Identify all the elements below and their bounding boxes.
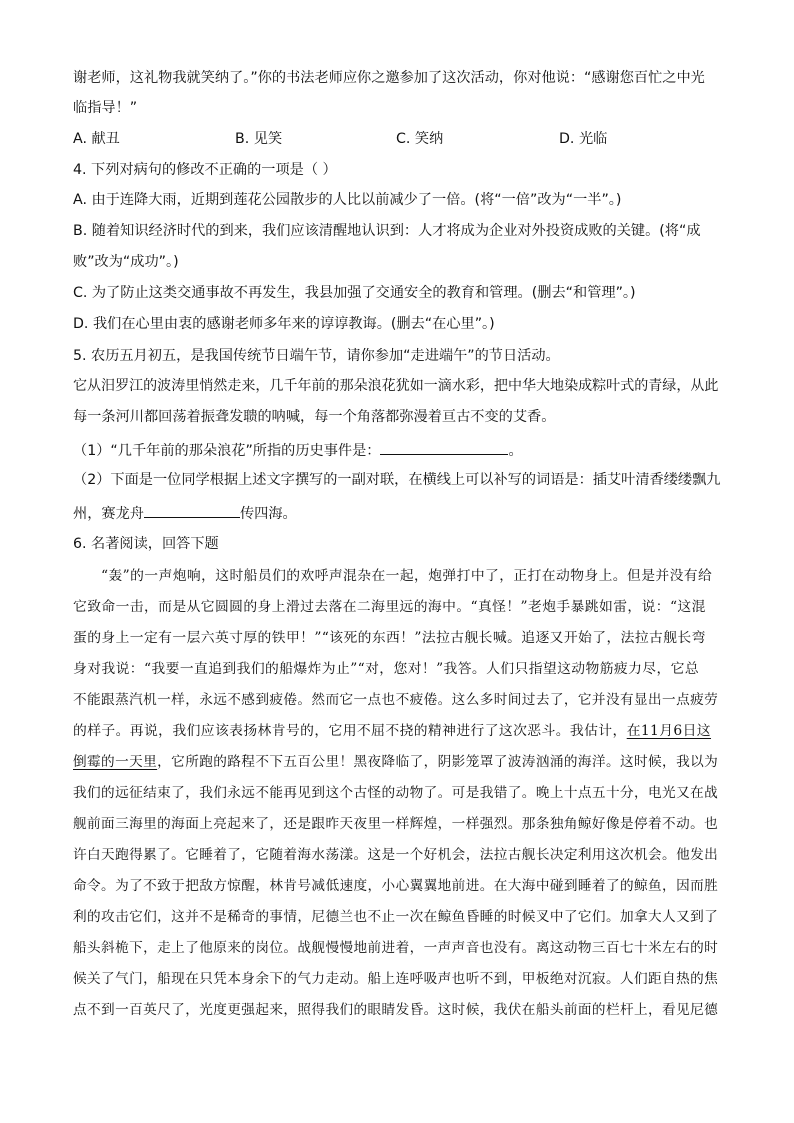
- passage-line: 我们的远征结束了，我们永远不能再见到这个古怪的动物了。可是我错了。晚上十点五十分，电光又在战: [73, 785, 719, 801]
- passage-line: 不能跟蒸汽机一样，永远不感到疲倦。然而它一点也不疲倦。这么多时间过去了，它并没有显出一点疲劳: [73, 692, 719, 708]
- q5-sub2-answer-blank[interactable]: [144, 502, 240, 518]
- passage-line: 舰前面三海里的海面上亮起来了，还是跟昨天夜里一样辉煌，一样强烈。那条独角鲸好像是停着不动。也: [73, 816, 719, 832]
- q4-option-a[interactable]: A. 由于连降大雨，近期到莲花公园散步的人比以前减少了一倍。(将“一倍”改为“一半”。): [73, 192, 622, 208]
- underlined-date-phrase: 在11月6日这: [626, 723, 712, 739]
- passage-line: 船头斜桅下，走上了他原来的岗位。战舰慢慢地前进着，一声声音也没有。离这动物三百七十米左右的时: [73, 940, 719, 956]
- passage-line: 身对我说：“我要一直追到我们的船爆炸为止”“对，您对！”我答。人们只指望这动物筋疲力尽，它总: [73, 661, 700, 677]
- passage-line: 蛋的身上一定有一层六英寸厚的铁甲！”“该死的东西！”法拉古舰长喊。追逐又开始了，法拉古舰长弯: [73, 630, 706, 646]
- passage-line: 候关了气门，船现在只凭本身余下的气力走动。船上连呼吸声也听不到，甲板绝对沉寂。人们距自热的焦: [73, 971, 719, 987]
- q3-option-c[interactable]: C. 笑纳: [396, 131, 444, 147]
- q5-sub2-prompt: 州，赛龙舟: [73, 506, 144, 522]
- q3-option-d[interactable]: D. 光临: [559, 131, 608, 147]
- q5-sub1-answer-blank[interactable]: [380, 439, 508, 455]
- q4-option-d[interactable]: D. 我们在心里由衷的感谢老师多年来的谆谆教诲。(删去“在心里”。): [73, 316, 495, 332]
- underlined-date-phrase-cont: 倒霉的一天里: [73, 754, 158, 770]
- q3-stem-line-2: 临指导！”: [73, 100, 138, 116]
- passage-line: 许白天跑得累了。它睡着了，它随着海水荡漾。这是一个好机会，法拉古舰长决定利用这次机会。他发出: [73, 847, 719, 863]
- q3-option-b[interactable]: B. 见笑: [235, 131, 283, 147]
- passage-line: 命令。为了不致于把敌方惊醒，林肯号减低速度，小心翼翼地前进。在大海中碰到睡着了的鲸鱼，因而胜: [73, 878, 719, 894]
- passage-line: 它致命一击，而是从它圆圆的身上滑过去落在二海里远的海中。“真怪！”老炮手暴跳如雷，说：“这混: [73, 599, 706, 615]
- q3-option-a[interactable]: A. 献丑: [73, 131, 120, 147]
- q4-stem: 4. 下列对病句的修改不正确的一项是（ ）: [73, 162, 337, 178]
- q5-sub2-end: 传四海。: [239, 506, 297, 522]
- passage-text: ，它所跑的路程不下五百公里！黑夜降临了，阴影笼罩了波涛汹涌的海洋。这时候，我以为: [157, 754, 719, 770]
- q5-text-line-2: 每一条河川都回荡着振聋发聩的呐喊，每一个角落都弥漫着亘古不变的艾香。: [73, 409, 556, 425]
- q5-sub1-prompt: （1）“几千年前的那朵浪花”所指的历史事件是：: [73, 443, 381, 459]
- q5-sub2-line-1: （2）下面是一位同学根据上述文字撰写的一副对联，在横线上可以补写的词语是：插艾叶清香缕缕飘九: [73, 472, 721, 488]
- q5-sub1-end: 。: [508, 443, 523, 459]
- q5-stem: 5. 农历五月初五，是我国传统节日端午节，请你参加“走进端午”的节日活动。: [73, 348, 560, 364]
- passage-line: [73, 721, 711, 741]
- q3-stem-line-1: 谢老师，这礼物我就笑纳了。”你的书法老师应你之邀参加了这次活动，你对他说：“感谢您百忙之中光: [73, 70, 705, 86]
- passage-line: 利的攻击它们，这并不是稀奇的事情，尼德兰也不止一次在鲸鱼昏睡的时候叉中了它们。加拿大人又到了: [73, 909, 719, 925]
- q4-option-b-line-2[interactable]: 败”改为“成功”。): [73, 254, 179, 270]
- q3-options: [73, 128, 733, 150]
- passage-text: 的样子。再说，我们应该表扬林肯号的，它用不屈不挠的精神进行了这次恶斗。我估计，: [73, 723, 627, 739]
- q4-option-c[interactable]: C. 为了防止这类交通事故不再发生，我县加强了交通安全的教育和管理。(删去“和管理”。): [73, 285, 636, 301]
- q5-sub1: [73, 439, 523, 461]
- q4-option-b-line-1[interactable]: B. 随着知识经济时代的到来，我们应该清醒地认识到：人才将成为企业对外投资成败的关键。(将“成: [73, 223, 701, 239]
- passage-line: 点不到一百英尺了，光度更强起来，照得我们的眼睛发昏。这时候，我伏在船头前面的栏杆上，看见尼德: [73, 1002, 719, 1018]
- q5-sub2-line-2: [73, 502, 297, 524]
- q6-stem: 6. 名著阅读，回答下题: [73, 536, 219, 552]
- q5-text-line-1: 它从汨罗江的波涛里悄然走来，几千年前的那朵浪花犹如一滴水彩，把中华大地染成粽叶式的青绿，从此: [73, 378, 719, 394]
- passage-line: “轰”的一声炮响，这时船员们的欢呼声混杂在一起，炮弹打中了，正打在动物身上。但是并没有给: [101, 568, 713, 584]
- passage-line: [73, 752, 718, 772]
